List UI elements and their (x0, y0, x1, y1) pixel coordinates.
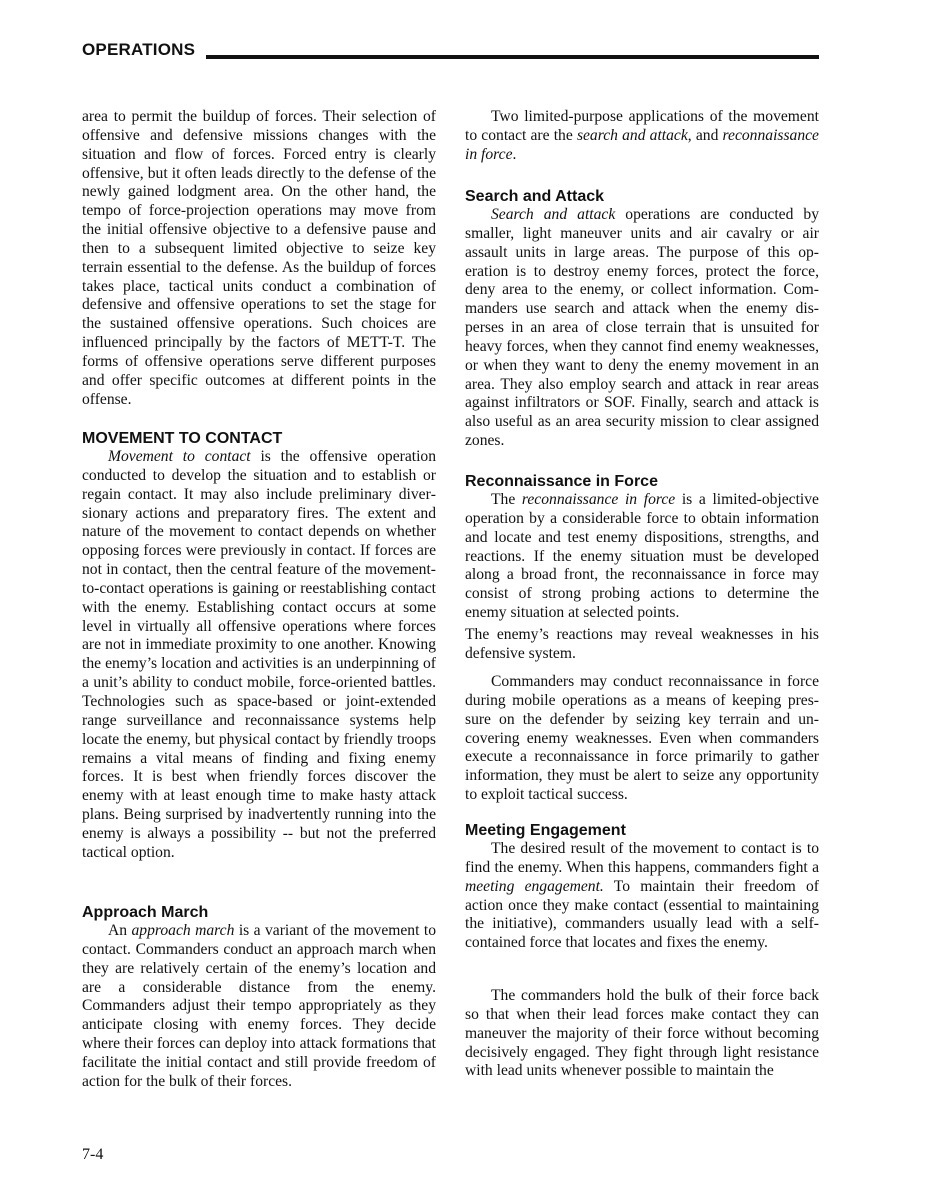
text-run: The desired result of the movement to contact is to find the enemy. When this happens, commanders fight a (465, 840, 819, 876)
text-run: is a limited-objective operation by a considerable force to obtain information and locate and test enemy dispositions, strengths, and reactions. If the enemy situation must be developed along a broad front, the reconnaissance in force may consist of strong probing actions to determine the enemy situation at selected points. (465, 491, 819, 622)
text-run: Commanders may conduct reconnaissance in force during mobile operations as a means of keeping pressure on the defender by seizing key terrain and uncovering enemy weaknesses. Even when commanders execute a reconnaissance in force primarily to gather information, they must be alert to seize any opportunity to exploit tactical success. (465, 673, 819, 804)
paragraph (465, 626, 819, 664)
text-run: . (512, 145, 517, 163)
section-heading: Reconnaissance in Force (465, 473, 658, 490)
emphasized-term: approach march (131, 922, 235, 939)
emphasized-term: meeting engagement. (465, 877, 604, 895)
section-heading: Meeting Engagement (465, 822, 626, 839)
paragraph (465, 491, 819, 623)
paragraph (82, 108, 436, 410)
text-run: is the offensive operation conducted to develop the situation and to establish or regain contact. It may also include preliminary diversionary actions and preparatory fires. The extent and nature of the movement to contact depends on whether opposing forces were previously in contact. If forces are not in contact, then the central feature of the movement-to-contact operations is gaining or reestablishing contact with the enemy. Establishing contact occurs at some level in virtually all offensive operations where forces are not in immediate proximity to one another. Knowing the enemy’s location and activities is an underpinning of a unit’s ability to conduct mobile, force-oriented battles. Technologies such as space-based or joint-extended range surveillance and reconnaissance systems help locate the enemy, but physical contact by friendly troops remains a vital means of finding and fixing enemy forces. It is best when friendly forces discover the enemy with at least enough time to make hasty attack plans. Being surprised by inadvertently running into the enemy is always a possibility -- but not the preferred tactical option. (82, 448, 437, 861)
paragraph (82, 448, 436, 863)
text-run: is a variant of the movement to contact. Commanders conduct an approach march when they are relatively certain of the enemy’s location and are a considerable distance from the enemy. Commanders adjust their tempo appropriately as they anticipate closing with enemy forces. They decide where their forces can deploy into attack formations that facilitate the initial contact and still provide freedom of action for the bulk of their forces. (82, 922, 436, 1090)
header-rule (206, 55, 819, 59)
text-run: To maintain their freedom of action once they make contact (essential to maintaining the initiative), commanders usually lead with a self-contained force that locates and fixes the enemy. (465, 877, 819, 952)
text-run: operations are conducted by smaller, light maneuver units and air cavalry or air assault units in large areas. The purpose of this operation is to destroy enemy forces, protect the force, deny area to the enemy, or collect information. Commanders use search and attack when the enemy disperses in an area of close terrain that is unsuited for heavy forces, when they cannot find enemy weaknesses, or when they want to deny the enemy movement in an area. They also employ search and attack in rear areas against infiltrators or SOF. Finally, search and attack is also useful as an area security mission to clear assigned zones. (465, 206, 820, 450)
emphasized-term: Search and attack (491, 206, 616, 223)
paragraph (465, 987, 819, 1081)
section-heading: MOVEMENT TO CONTACT (82, 430, 283, 447)
emphasized-term: search and attack (576, 126, 688, 144)
emphasized-term: reconnaissance in force (465, 126, 819, 163)
text-run: The commanders hold the bulk of their force back so that when their lead forces make contact they can maneuver the majority of their force without becoming decisively engaged. They fight through light resistance with lead units whenever possible to maintain the (465, 987, 819, 1080)
text-run: The enemy’s reactions may reveal weaknesses in his defensive system. (465, 626, 819, 662)
page-number: 7-4 (82, 1146, 104, 1163)
text-run: Two limited-purpose applications of the movement to contact are the (465, 108, 819, 144)
paragraph (465, 840, 819, 953)
text-run: area to permit the buildup of forces. Their selection of offensive and defensive missions changes with the situation and flow of forces. Forced entry is clearly offensive, but it often leads directly to the defense of the newly gained lodgment area. On the other hand, the tempo of force-projection operations may move from the initial offensive objective to a defensive pause and then to a subsequent limited objective to seize key terrain essential to the defense. As the buildup of forces takes place, tactical units conduct a combination of defensive and offensive operations to set the stage for the sustained offensive operations. Such choices are influenced principally by the factors of METT-T. The forms of offensive operations serve different purposes and offer specific outcomes at different points in the offense. (82, 108, 436, 408)
text-run: An (108, 922, 132, 939)
running-header (82, 40, 819, 64)
text-run: The (491, 491, 522, 508)
text-run: , and (687, 126, 723, 144)
section-heading: Approach March (82, 904, 209, 921)
paragraph (465, 108, 819, 165)
paragraph (465, 206, 819, 451)
section-heading: Search and Attack (465, 188, 605, 205)
header-title: OPERATIONS (82, 40, 196, 59)
emphasized-term: Movement to contact (108, 448, 251, 465)
paragraph (82, 922, 436, 1092)
emphasized-term: reconnaissance in force (521, 491, 676, 508)
paragraph (465, 673, 819, 805)
